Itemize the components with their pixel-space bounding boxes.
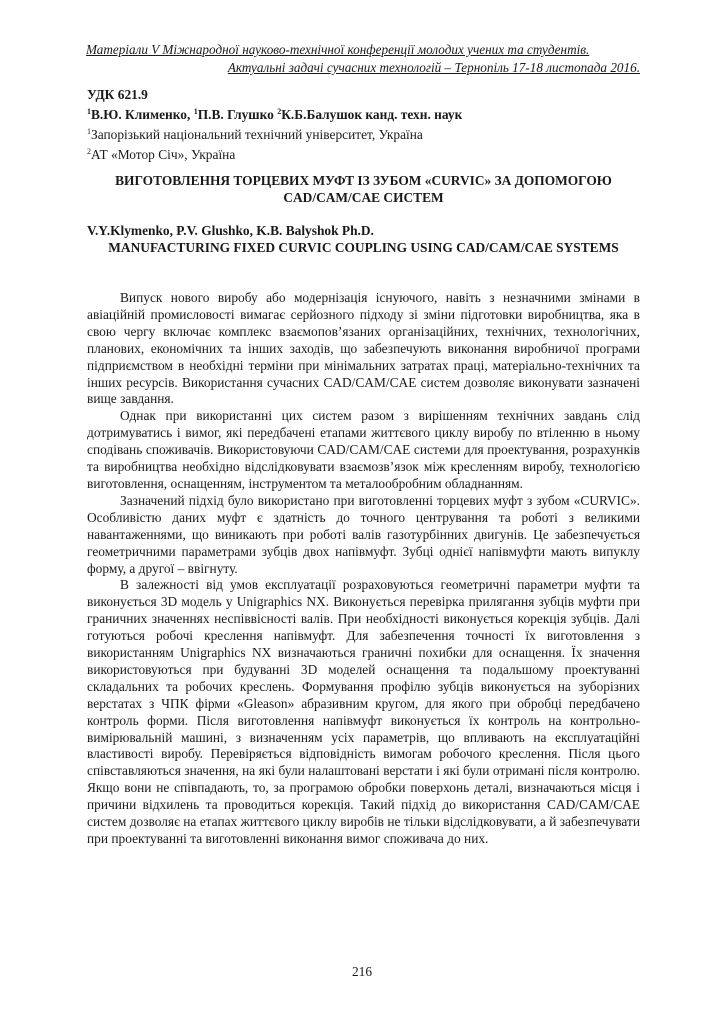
affiliation-1-sup: 1 [87, 127, 91, 136]
authors-english: V.Y.Klymenko, P.V. Glushko, K.B. Balyshok Ph.D. [87, 223, 374, 238]
affiliation-1 [87, 123, 462, 143]
udk-code: УДК 621.9 [87, 87, 148, 102]
author-3-sup: 2 [277, 107, 282, 116]
page-number: 216 [351, 964, 373, 979]
author-2-sup: 1 [193, 107, 198, 116]
paragraph-3: Зазначений підхід було використано при виготовленні торцевих муфт з зубом «CURVIC». Особливістю даних муфт є здатність до точного центрування та роботі з великими навантаженнями, що виникають при роботі валів газотурбінних двигунів. Це забезпечується геометричними параметрами зубців двох напівмуфт. Зубці однієї напівмуфти мають випуклу форму, а другої – ввігнуту. [87, 492, 640, 576]
title-english: MANUFACTURING FIXED CURVIC COUPLING USING CAD/CAM/CAE SYSTEMS [108, 240, 619, 255]
paragraph-4: В залежності від умов експлуатації розраховуються геометричні параметри муфти та виконується 3D модель у Unigraphics NX. Виконується перевірка прилягання зубців муфти при граничних значеннях неспіввісності валів. При необхідності виконується корекція зубців. Далі готуються робочі креслення напівмуфт. Для забезпечення точності їх виготовлення з використанням Unigraphics NX визначаються граничні похибки для оснащення. Їх значення використовуються при будуванні 3D моделей оснащення та подальшому проектуванні складальних та робочих креслень. Формування профілю зубців виконується на зуборізних верстатах з ЧПК фірми «Gleason» абразивним кругом, для якого при обробці передбачено контроль форми. Після виготовлення напівмуфт виконується їх контроль на контрольно-вимірювальній машині, з визначенням усіх параметрів, що впливають на експлуатаційні властивості виробу. Перевіряється відповідність вимогам робочого креслення. Після цього співставляються значення, на які були налаштовані верстати і які були отримані після контролю. Якщо вони не співпадають, то, за програмою обробки поверхонь деталі, визначаються місця і причини відхилень та проводиться корекція. Такий підхід до використання CAD/CAM/CAE систем дозволяє на етапах життєвого циклу виробів не тільки відслідковувати, а й забезпечувати при проектуванні та виготовленні виконання вимог споживача до них. [87, 577, 640, 846]
running-header [86, 41, 640, 77]
affiliation-2-sup: 2 [87, 147, 91, 156]
author-1-name: В.Ю. Клименко, [91, 107, 194, 122]
author-1-sup: 1 [87, 107, 91, 116]
header-line-2: Актуальні задачі сучасних технологій – Тернопіль 17-18 листопада 2016. [227, 60, 640, 75]
authors-ua [87, 103, 462, 123]
paragraph-2: Однак при використанні цих систем разом з вирішенням технічних завдань слід дотримуватись і вимог, які передбачені етапами життєвого циклу виробу по втіленню в ньому сподівань споживачів. Використовуючи CAD/CAM/CAE системи для проектування, розрахунків та виробництва необхідно відслідковувати взаємозв’язок між кресленням виробу, технологією виготовлення, оснащенням, інструментом та металообробним обладнанням. [87, 408, 640, 491]
paragraph-1: Випуск нового виробу або модернізація існуючого, навіть з незначними змінами в авіаційній промисловості вимагає серйозного підходу зі зміни підготовки виробництва, яка в свою чергу включає комплекс взаємопов’язаних організаційних, технічних, технологічних, планових, економічних та інших заходів, що забезпечують виконання виробничої програми підприємством в необхідні терміни при мінімальних затратах праці, матеріально-технічних та інших ресурсів. Використання сучасних CAD/CAM/CAE систем дозволяє виконувати зазначені вище завдання. [87, 290, 640, 407]
title-ukrainian: ВИГОТОВЛЕННЯ ТОРЦЕВИХ МУФТ ІЗ ЗУБОМ «CURVIC» ЗА ДОПОМОГОЮ CAD/CAM/CAE СИСТЕМ [115, 173, 612, 205]
author-3-name: К.Б.Балушок канд. техн. наук [281, 107, 463, 122]
affiliation-2 [87, 143, 462, 163]
article-body [87, 290, 640, 848]
header-line-1: Матеріали V Міжнародної науково-технічної конференції молодих учених та студентів. [86, 42, 590, 57]
article-meta [87, 86, 462, 163]
author-2-name: П.В. Глушко [197, 107, 278, 122]
affiliation-2-text: АТ «Мотор Січ», Україна [91, 147, 236, 162]
affiliation-1-text: Запорізький національний технічний університет, Україна [91, 127, 423, 142]
